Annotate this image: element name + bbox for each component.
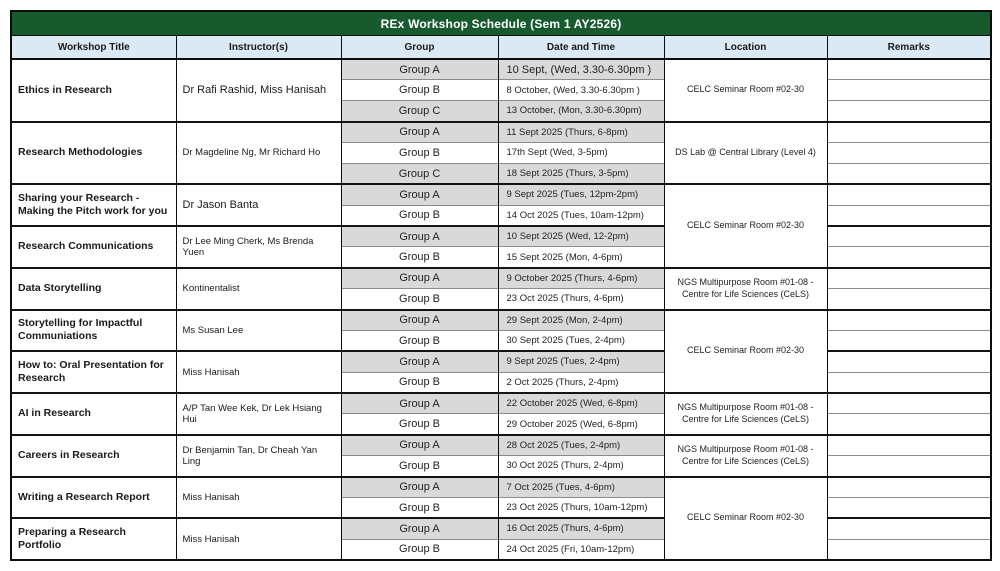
datetime-cell: 2 Oct 2025 (Thurs, 2-4pm)	[498, 372, 664, 393]
group-cell: Group C	[341, 101, 498, 122]
datetime-cell: 18 Sept 2025 (Thurs, 3-5pm)	[498, 163, 664, 184]
schedule-row	[11, 518, 991, 539]
column-header-group: Group	[341, 36, 498, 60]
datetime-cell: 7 Oct 2025 (Tues, 4-6pm)	[498, 477, 664, 498]
remarks-cell	[827, 310, 991, 331]
datetime-cell: 30 Oct 2025 (Thurs, 2-4pm)	[498, 456, 664, 477]
location-cell: CELC Seminar Room #02-30	[664, 184, 827, 268]
workshop-title-cell: Research Methodologies	[11, 122, 176, 185]
column-header-instructors: Instructor(s)	[176, 36, 341, 60]
datetime-cell: 30 Sept 2025 (Tues, 2-4pm)	[498, 330, 664, 351]
group-cell: Group A	[341, 122, 498, 143]
remarks-cell	[827, 435, 991, 456]
workshop-title-cell: Ethics in Research	[11, 59, 176, 122]
datetime-cell: 9 Sept 2025 (Tues, 2-4pm)	[498, 351, 664, 372]
group-cell: Group B	[341, 143, 498, 164]
datetime-cell: 15 Sept 2025 (Mon, 4-6pm)	[498, 247, 664, 268]
workshop-title-cell: Writing a Research Report	[11, 477, 176, 519]
instructor-cell: Kontinentalist	[176, 268, 341, 310]
datetime-cell: 29 October 2025 (Wed, 6-8pm)	[498, 414, 664, 435]
group-cell: Group A	[341, 310, 498, 331]
datetime-cell: 9 October 2025 (Thurs, 4-6pm)	[498, 268, 664, 289]
remarks-cell	[827, 330, 991, 351]
schedule-row	[11, 435, 991, 456]
group-cell: Group A	[341, 59, 498, 80]
datetime-cell: 11 Sept 2025 (Thurs, 6-8pm)	[498, 122, 664, 143]
datetime-cell: 10 Sept 2025 (Wed, 12-2pm)	[498, 226, 664, 247]
remarks-cell	[827, 101, 991, 122]
group-cell: Group B	[341, 497, 498, 518]
workshop-title-cell: Data Storytelling	[11, 268, 176, 310]
datetime-cell: 22 October 2025 (Wed, 6-8pm)	[498, 393, 664, 414]
datetime-cell: 14 Oct 2025 (Tues, 10am-12pm)	[498, 205, 664, 226]
column-header-date-time: Date and Time	[498, 36, 664, 60]
group-cell: Group B	[341, 289, 498, 310]
group-cell: Group A	[341, 477, 498, 498]
schedule-row	[11, 184, 991, 205]
remarks-cell	[827, 80, 991, 101]
location-cell: CELC Seminar Room #02-30	[664, 477, 827, 561]
instructor-cell: Miss Hanisah	[176, 518, 341, 560]
group-cell: Group A	[341, 518, 498, 539]
instructor-cell: Miss Hanisah	[176, 477, 341, 519]
column-header-row	[11, 36, 991, 60]
location-cell: CELC Seminar Room #02-30	[664, 310, 827, 394]
instructor-cell: Dr Rafi Rashid, Miss Hanisah	[176, 59, 341, 122]
schedule-row	[11, 351, 991, 372]
group-cell: Group A	[341, 184, 498, 205]
instructor-cell: Dr Magdeline Ng, Mr Richard Ho	[176, 122, 341, 185]
schedule-row	[11, 310, 991, 331]
remarks-cell	[827, 497, 991, 518]
datetime-cell: 9 Sept 2025 (Tues, 12pm-2pm)	[498, 184, 664, 205]
group-cell: Group A	[341, 226, 498, 247]
remarks-cell	[827, 372, 991, 393]
datetime-cell: 29 Sept 2025 (Mon, 2-4pm)	[498, 310, 664, 331]
group-cell: Group B	[341, 539, 498, 560]
datetime-cell: 24 Oct 2025 (Fri, 10am-12pm)	[498, 539, 664, 560]
remarks-cell	[827, 393, 991, 414]
schedule-table-body	[11, 59, 991, 560]
datetime-cell: 23 Oct 2025 (Thurs, 4-6pm)	[498, 289, 664, 310]
workshop-title-cell: Careers in Research	[11, 435, 176, 477]
group-cell: Group B	[341, 247, 498, 268]
group-cell: Group A	[341, 435, 498, 456]
remarks-cell	[827, 163, 991, 184]
column-header-workshop-title: Workshop Title	[11, 36, 176, 60]
remarks-cell	[827, 122, 991, 143]
remarks-cell	[827, 539, 991, 560]
workshop-title-cell: Sharing your Research - Making the Pitch work for you	[11, 184, 176, 226]
location-cell: CELC Seminar Room #02-30	[664, 59, 827, 122]
group-cell: Group B	[341, 456, 498, 477]
datetime-cell: 8 October, (Wed, 3.30-6.30pm )	[498, 80, 664, 101]
location-cell: NGS Multipurpose Room #01-08 - Centre for Life Sciences (CeLS)	[664, 268, 827, 310]
schedule-row	[11, 268, 991, 289]
column-header-location: Location	[664, 36, 827, 60]
location-cell: NGS Multipurpose Room #01-08 - Centre for Life Sciences (CeLS)	[664, 435, 827, 477]
workshop-title-cell: Preparing a Research Portfolio	[11, 518, 176, 560]
page-title: REx Workshop Schedule (Sem 1 AY2526)	[11, 11, 991, 36]
datetime-cell: 13 October, (Mon, 3.30-6.30pm)	[498, 101, 664, 122]
remarks-cell	[827, 143, 991, 164]
workshop-title-cell: Storytelling for Impactful Communiations	[11, 310, 176, 352]
location-cell: NGS Multipurpose Room #01-08 - Centre for Life Sciences (CeLS)	[664, 393, 827, 435]
group-cell: Group C	[341, 163, 498, 184]
instructor-cell: Miss Hanisah	[176, 351, 341, 393]
schedule-row	[11, 122, 991, 143]
remarks-cell	[827, 247, 991, 268]
instructor-cell: A/P Tan Wee Kek, Dr Lek Hsiang Hui	[176, 393, 341, 435]
remarks-cell	[827, 289, 991, 310]
datetime-cell: 17th Sept (Wed, 3-5pm)	[498, 143, 664, 164]
remarks-cell	[827, 456, 991, 477]
group-cell: Group B	[341, 414, 498, 435]
column-header-remarks: Remarks	[827, 36, 991, 60]
remarks-cell	[827, 477, 991, 498]
workshop-title-cell: Research Communications	[11, 226, 176, 268]
schedule-row	[11, 59, 991, 80]
workshop-title-cell: How to: Oral Presentation for Research	[11, 351, 176, 393]
instructor-cell: Dr Benjamin Tan, Dr Cheah Yan Ling	[176, 435, 341, 477]
datetime-cell: 23 Oct 2025 (Thurs, 10am-12pm)	[498, 497, 664, 518]
remarks-cell	[827, 226, 991, 247]
datetime-cell: 16 Oct 2025 (Thurs, 4-6pm)	[498, 518, 664, 539]
remarks-cell	[827, 518, 991, 539]
group-cell: Group A	[341, 393, 498, 414]
group-cell: Group B	[341, 372, 498, 393]
schedule-row	[11, 393, 991, 414]
group-cell: Group B	[341, 80, 498, 101]
remarks-cell	[827, 184, 991, 205]
group-cell: Group A	[341, 351, 498, 372]
instructor-cell: Dr Jason Banta	[176, 184, 341, 226]
remarks-cell	[827, 414, 991, 435]
instructor-cell: Dr Lee Ming Cherk, Ms Brenda Yuen	[176, 226, 341, 268]
remarks-cell	[827, 351, 991, 372]
datetime-cell: 28 Oct 2025 (Tues, 2-4pm)	[498, 435, 664, 456]
datetime-cell: 10 Sept, (Wed, 3.30-6.30pm )	[498, 59, 664, 80]
group-cell: Group B	[341, 205, 498, 226]
workshop-schedule-table	[10, 10, 992, 561]
group-cell: Group B	[341, 330, 498, 351]
schedule-row	[11, 226, 991, 247]
group-cell: Group A	[341, 268, 498, 289]
remarks-cell	[827, 268, 991, 289]
remarks-cell	[827, 59, 991, 80]
location-cell: DS Lab @ Central Library (Level 4)	[664, 122, 827, 185]
instructor-cell: Ms Susan Lee	[176, 310, 341, 352]
remarks-cell	[827, 205, 991, 226]
title-bar	[11, 11, 991, 36]
workshop-title-cell: AI in Research	[11, 393, 176, 435]
schedule-row	[11, 477, 991, 498]
